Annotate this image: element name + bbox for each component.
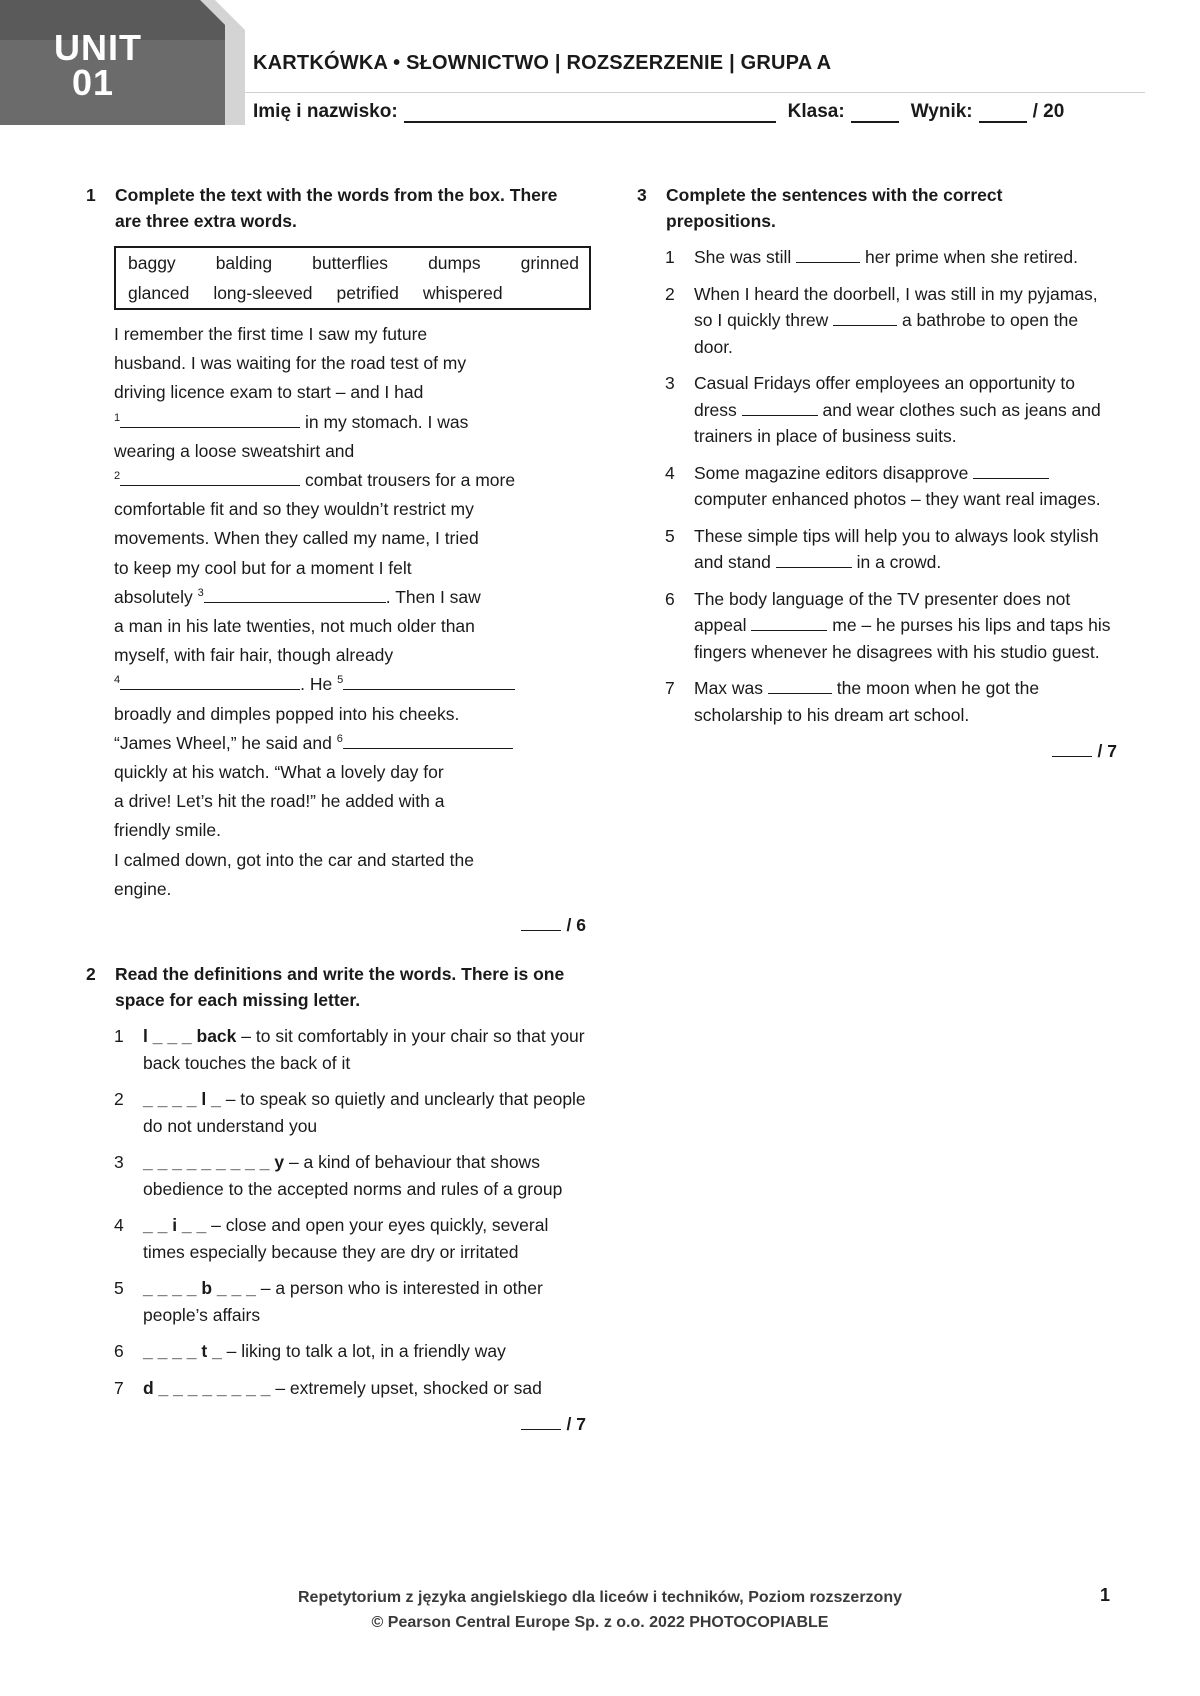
item-word: _ _ _ _ l _ bbox=[143, 1089, 221, 1110]
score-total: / 20 bbox=[1032, 101, 1065, 122]
task2-item bbox=[114, 1212, 586, 1265]
box-word: grinned bbox=[520, 253, 579, 273]
task3-score-field[interactable] bbox=[1052, 741, 1092, 757]
name-label: Imię i nazwisko: bbox=[253, 101, 398, 122]
item-word: _ _ _ _ t _ bbox=[143, 1341, 222, 1362]
task3-number: 3 bbox=[637, 185, 647, 205]
box-word: balding bbox=[215, 253, 273, 273]
passage-line: driving licence exam to start – and I had bbox=[114, 382, 424, 403]
task1-heading bbox=[86, 182, 586, 234]
page-number: 1 bbox=[1100, 1585, 1111, 1605]
item-definition: – liking to talk a lot, in a friendly way bbox=[221, 1341, 506, 1362]
passage-line bbox=[114, 670, 584, 699]
item-number: 4 bbox=[665, 462, 675, 483]
passage-line: I remember the first time I saw my future bbox=[114, 324, 428, 344]
task1-score bbox=[86, 912, 586, 939]
item-number: 1 bbox=[114, 1026, 124, 1047]
answer-gap-3[interactable] bbox=[204, 585, 386, 603]
item-word: _ _ _ _ _ _ _ _ _ y bbox=[143, 1152, 285, 1173]
task2-score bbox=[86, 1411, 586, 1438]
gap-number: 2 bbox=[114, 470, 121, 483]
item-definition: – a kind of behaviour that shows obedience to the accepted norms and rules of a group bbox=[143, 1152, 563, 1199]
gap-number: 3 bbox=[197, 586, 204, 599]
name-field[interactable] bbox=[404, 103, 776, 123]
task3-item bbox=[665, 586, 1117, 666]
task3-score-total: / 7 bbox=[1097, 741, 1117, 761]
task3-score bbox=[637, 738, 1117, 765]
box-word: butterflies bbox=[312, 253, 389, 273]
task2-item bbox=[114, 1149, 586, 1202]
student-info-line bbox=[253, 101, 1064, 123]
sentence-part: She was still bbox=[694, 247, 797, 267]
task3-item bbox=[665, 675, 1117, 728]
item-number: 6 bbox=[114, 1341, 124, 1362]
sentence-part: the moon when he got the scholarship to his dream art school. bbox=[694, 678, 1040, 725]
sentence-part: her prime when she retired. bbox=[860, 247, 1079, 267]
task2-item bbox=[114, 1275, 586, 1328]
task1-score-field[interactable] bbox=[521, 915, 561, 931]
unit-word: UNIT bbox=[54, 27, 142, 68]
task2-items bbox=[114, 1023, 586, 1401]
score-field[interactable] bbox=[979, 103, 1027, 123]
task1-number: 1 bbox=[86, 185, 96, 205]
item-number: 5 bbox=[114, 1278, 124, 1299]
task1-instruction: Complete the text with the words from the box. There are three extra words. bbox=[115, 185, 558, 231]
item-word: l _ _ _ back bbox=[143, 1026, 237, 1047]
footer-copyright: © Pearson Central Europe Sp. z o.o. 2022 PHOTOCOPIABLE bbox=[371, 1614, 829, 1631]
sentence-part: Casual Fridays offer employees an opportunity to dress bbox=[694, 373, 1075, 420]
unit-banner bbox=[0, 0, 245, 125]
class-label: Klasa: bbox=[787, 101, 845, 122]
passage-line: a man in his late twenties, not much older than bbox=[114, 616, 475, 637]
box-word: long-sleeved bbox=[213, 283, 313, 303]
passage-line: to keep my cool but for a moment I felt bbox=[114, 557, 412, 578]
item-definition: – to sit comfortably in your chair so that your back touches the back of it bbox=[143, 1026, 585, 1073]
answer-gap-5[interactable] bbox=[343, 672, 515, 690]
passage-line bbox=[114, 408, 584, 437]
passage-line: husband. I was waiting for the road test of my bbox=[114, 353, 467, 374]
page-title: KARTKÓWKA • SŁOWNICTWO | ROZSZERZENIE | GRUPA A bbox=[253, 52, 832, 74]
item-number: 7 bbox=[114, 1377, 124, 1398]
item-number: 6 bbox=[665, 588, 675, 609]
passage-text: absolutely bbox=[114, 586, 198, 607]
task3-items bbox=[665, 244, 1117, 728]
passage-line: myself, with fair hair, though already bbox=[114, 645, 394, 666]
task3-instruction: Complete the sentences with the correct prepositions. bbox=[666, 185, 1003, 231]
unit-label bbox=[54, 27, 142, 103]
passage-text: in my stomach. I was bbox=[300, 411, 469, 432]
right-column bbox=[637, 182, 1117, 765]
answer-gap-2[interactable] bbox=[120, 468, 300, 486]
sentence-part: These simple tips will help you to always look stylish and stand bbox=[694, 525, 1099, 572]
passage-line bbox=[114, 729, 584, 758]
passage-line: movements. When they called my name, I tried bbox=[114, 528, 479, 549]
sentence-part: in a crowd. bbox=[851, 552, 942, 572]
passage-line: quickly at his watch. “What a lovely day for bbox=[114, 762, 444, 783]
gap-number: 4 bbox=[114, 674, 121, 687]
task1-passage bbox=[114, 320, 584, 904]
task2-number: 2 bbox=[86, 964, 96, 985]
answer-gap-6[interactable] bbox=[343, 731, 513, 749]
answer-gap[interactable] bbox=[742, 398, 818, 416]
item-definition: – to speak so quietly and unclearly that people do not understand you bbox=[143, 1089, 586, 1136]
item-word: _ _ i _ _ bbox=[143, 1215, 207, 1236]
task3-item bbox=[665, 370, 1117, 450]
box-word: whispered bbox=[422, 283, 503, 303]
task2-score-field[interactable] bbox=[521, 1414, 561, 1430]
passage-line: a drive! Let’s hit the road!” he added with a bbox=[114, 791, 445, 812]
passage-line: wearing a loose sweatshirt and bbox=[114, 440, 355, 461]
footer-book-title: Repetytorium z języka angielskiego dla liceów i techników, Poziom rozszerzony bbox=[297, 1589, 902, 1606]
gap-number: 1 bbox=[114, 411, 121, 424]
passage-text: . Then I saw bbox=[385, 586, 481, 607]
box-word: glanced bbox=[128, 283, 190, 303]
answer-gap[interactable] bbox=[973, 461, 1049, 479]
item-number: 4 bbox=[114, 1215, 124, 1236]
sentence-part: When I heard the doorbell, I was still in my pyjamas, so I quickly threw bbox=[694, 283, 1098, 330]
sentence-part: computer enhanced photos – they want real images. bbox=[694, 489, 1101, 509]
word-box-row bbox=[128, 278, 579, 308]
passage-text: “James Wheel,” he said and bbox=[114, 732, 337, 753]
sentence-part: me – he purses his lips and taps his fingers whenever he disagrees with his studio guest. bbox=[694, 615, 1111, 662]
item-number: 2 bbox=[665, 283, 675, 304]
score-label: Wynik: bbox=[910, 101, 973, 122]
gap-number: 5 bbox=[337, 674, 344, 687]
item-number: 3 bbox=[114, 1152, 124, 1173]
sentence-part: a bathrobe to open the door. bbox=[694, 310, 1079, 357]
unit-number: 01 bbox=[72, 62, 115, 103]
item-definition: – a person who is interested in other people’s affairs bbox=[143, 1278, 543, 1325]
item-number: 7 bbox=[665, 678, 675, 698]
item-number: 5 bbox=[665, 525, 675, 546]
header-divider bbox=[245, 92, 1145, 93]
sentence-part: The body language of the TV presenter does not appeal bbox=[694, 588, 1071, 635]
task2-item bbox=[114, 1375, 586, 1402]
class-field[interactable] bbox=[851, 103, 899, 123]
passage-line: broadly and dimples popped into his cheeks. bbox=[114, 703, 460, 724]
answer-gap-1[interactable] bbox=[120, 410, 300, 428]
item-definition: – close and open your eyes quickly, several times especially because they are dry or irritated bbox=[143, 1215, 549, 1262]
passage-line: I calmed down, got into the car and started the bbox=[114, 849, 474, 870]
answer-gap[interactable] bbox=[751, 613, 827, 631]
box-word: dumps bbox=[428, 253, 481, 273]
passage-line: comfortable fit and so they wouldn’t restrict my bbox=[114, 499, 474, 520]
item-word: _ _ _ _ b _ _ _ bbox=[143, 1278, 256, 1299]
answer-gap[interactable] bbox=[796, 245, 860, 263]
task3-item bbox=[665, 244, 1117, 271]
box-word: baggy bbox=[128, 253, 176, 273]
item-definition: – extremely upset, shocked or sad bbox=[270, 1377, 542, 1398]
task2-item bbox=[114, 1023, 586, 1076]
task3-item bbox=[665, 460, 1117, 513]
task3-item bbox=[665, 523, 1117, 576]
passage-text: . He bbox=[300, 674, 338, 695]
word-box-row bbox=[128, 248, 579, 278]
item-number: 2 bbox=[114, 1089, 124, 1110]
passage-text: combat trousers for a more bbox=[300, 470, 516, 491]
sentence-part: Max was bbox=[694, 678, 768, 698]
sentence-part: and wear clothes such as jeans and trainers in place of business suits. bbox=[694, 399, 1101, 446]
item-word: d _ _ _ _ _ _ _ _ bbox=[143, 1377, 271, 1398]
task3-heading bbox=[637, 182, 1117, 234]
gap-number: 6 bbox=[336, 732, 343, 745]
task1-score-total: / 6 bbox=[566, 915, 586, 936]
passage-line bbox=[114, 466, 584, 495]
answer-gap-4[interactable] bbox=[120, 672, 300, 690]
word-box bbox=[114, 246, 591, 310]
task2-score-total: / 7 bbox=[566, 1414, 586, 1435]
sentence-part: Some magazine editors disapprove bbox=[694, 462, 974, 483]
left-column bbox=[86, 182, 586, 1438]
task2-instruction: Read the definitions and write the words. There is one space for each missing letter. bbox=[115, 964, 565, 1011]
item-number: 1 bbox=[665, 247, 675, 267]
task2-heading bbox=[86, 961, 586, 1013]
passage-line: engine. bbox=[114, 878, 172, 899]
passage-line: friendly smile. bbox=[114, 820, 221, 841]
answer-gap[interactable] bbox=[776, 550, 852, 568]
task3-item bbox=[665, 281, 1117, 361]
passage-line bbox=[114, 583, 584, 612]
item-number: 3 bbox=[665, 373, 675, 393]
box-word: petrified bbox=[336, 283, 399, 303]
answer-gap[interactable] bbox=[833, 308, 897, 326]
answer-gap[interactable] bbox=[768, 676, 832, 694]
page-footer bbox=[0, 1585, 1200, 1635]
task2-item bbox=[114, 1086, 586, 1139]
task2-item bbox=[114, 1338, 586, 1365]
